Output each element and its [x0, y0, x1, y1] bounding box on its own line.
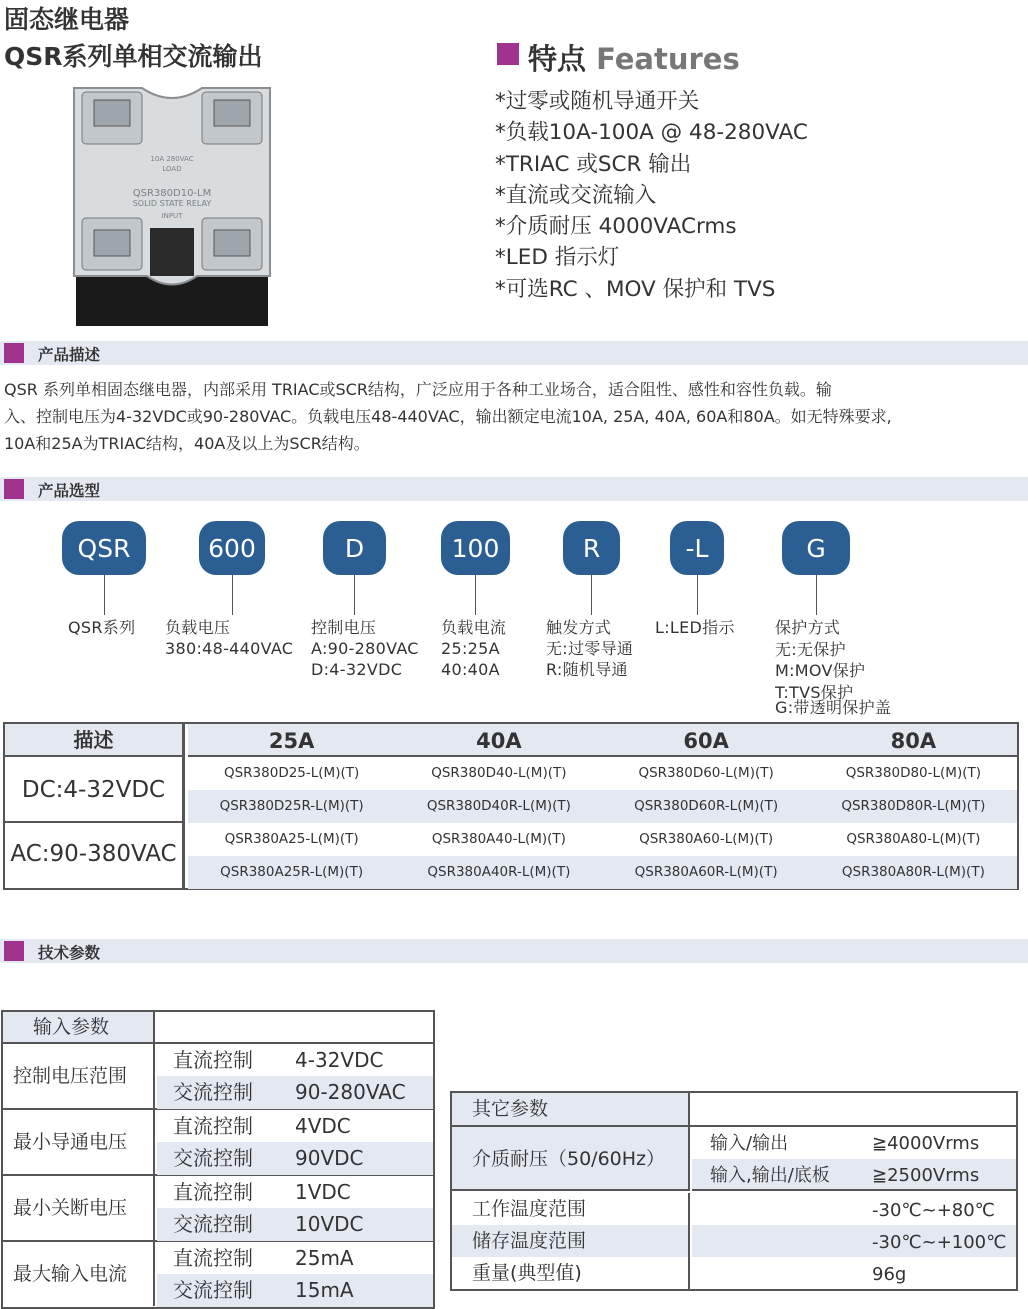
- model-table: [3, 722, 1019, 890]
- param-group-name: 最小导通电压: [3, 1110, 155, 1174]
- code-pill-led: -L: [670, 521, 724, 575]
- param-group: [3, 1176, 433, 1242]
- column-header: 25A: [268, 729, 315, 753]
- column-header: 80A: [890, 729, 937, 753]
- description-text: [4, 376, 1028, 457]
- model-table-header: [188, 724, 1017, 757]
- code-pill-control: D: [323, 521, 386, 575]
- param-key: 直流控制: [173, 1114, 253, 1138]
- label-line: 控制电压: [311, 618, 377, 637]
- model-cell: QSR380A80-L(M)(T): [846, 831, 981, 847]
- feature-item: *可选RC 、MOV 保护和 TVS: [495, 276, 776, 302]
- param-group-name: 控制电压范围: [3, 1044, 155, 1108]
- param-row: [157, 1044, 433, 1077]
- model-group-ac: AC:90-380VAC: [10, 841, 177, 867]
- selection-label-series: [68, 617, 135, 638]
- input-params-header: [3, 1012, 433, 1044]
- section-label: 产品选型: [38, 482, 101, 500]
- label-line: A:90-280VAC: [311, 639, 419, 658]
- features-title-en: Features: [596, 42, 740, 76]
- label-line: 40:40A: [441, 660, 500, 679]
- param-row: [157, 1242, 433, 1275]
- param-row: [157, 1208, 433, 1241]
- model-cell: QSR380D60-L(M)(T): [638, 765, 774, 781]
- feature-item: *负载10A-100A @ 48-280VAC: [495, 120, 808, 146]
- label-line: 380:48-440VAC: [165, 639, 294, 658]
- section-marker: [4, 479, 24, 499]
- connector-line: [591, 575, 592, 615]
- other-params-title: 其它参数: [452, 1093, 690, 1125]
- model-cell: QSR380A40-L(M)(T): [431, 831, 566, 847]
- model-cell: QSR380D80-L(M)(T): [845, 765, 982, 781]
- selection-label-voltage: [165, 617, 293, 659]
- connector-line: [697, 575, 698, 615]
- param-row: [157, 1176, 433, 1209]
- table-row: [188, 856, 1017, 889]
- label-line: 无:过零导通: [546, 639, 634, 658]
- table-row: [188, 790, 1017, 823]
- dielectric-value: ≧4000Vrms: [872, 1133, 980, 1154]
- param-group-name: 最小关断电压: [3, 1176, 155, 1240]
- relay-subtitle-text: SOLID STATE RELAY: [132, 199, 212, 208]
- param-key: 交流控制: [173, 1212, 253, 1236]
- label-line: G:带透明保护盖: [775, 698, 892, 717]
- relay-load-text: LOAD: [162, 165, 182, 173]
- relay-input-text: INPUT: [161, 212, 183, 220]
- param-key: 储存温度范围: [452, 1225, 690, 1257]
- model-cell: QSR380D25-L(M)(T): [223, 765, 360, 781]
- description-line: QSR 系列单相固态继电器，内部采用 TRIAC或SCR结构，广泛应用于各种工业场合，适合阻性、感性和容性负载。输: [4, 380, 832, 399]
- dielectric-key: 输入,输出/底板: [710, 1165, 830, 1186]
- param-value: 25mA: [295, 1246, 354, 1270]
- dielectric-label: 介质耐压（50/60Hz）: [452, 1127, 690, 1191]
- selection-label-led: [655, 617, 735, 638]
- model-cell: QSR380A25-L(M)(T): [224, 831, 359, 847]
- input-params-table: [1, 1010, 435, 1309]
- model-group-dc: DC:4-32VDC: [5, 757, 182, 823]
- section-selection: [0, 477, 1028, 501]
- dielectric-key: 输入/输出: [710, 1133, 789, 1154]
- param-key: 工作温度范围: [452, 1193, 690, 1225]
- param-key: 交流控制: [173, 1080, 253, 1104]
- model-cell: QSR380A60R-L(M)(T): [634, 864, 778, 880]
- description-line: 10A和25A为TRIAC结构，40A及以上为SCR结构。: [4, 434, 370, 453]
- label-line: 25:25A: [441, 639, 500, 658]
- connector-line: [816, 575, 817, 615]
- param-key: 交流控制: [173, 1146, 253, 1170]
- relay-rating-text: 10A 280VAC: [150, 155, 194, 163]
- code-pill-series: QSR: [62, 521, 146, 575]
- param-value: 15mA: [295, 1278, 354, 1302]
- param-group: [3, 1110, 433, 1176]
- other-params-header: [452, 1093, 1016, 1127]
- label-line: 负载电流: [441, 618, 507, 637]
- connector-line: [232, 575, 233, 615]
- other-params-table: [450, 1091, 1018, 1291]
- code-pill-voltage: 600: [199, 521, 265, 575]
- connector-line: [354, 575, 355, 615]
- model-table-right: [188, 724, 1017, 888]
- table-row: [188, 823, 1017, 856]
- feature-item: *LED 指示灯: [495, 245, 620, 271]
- connector-line: [475, 575, 476, 615]
- feature-item: *直流或交流输入: [495, 182, 657, 208]
- label-line: R:随机导通: [546, 660, 628, 679]
- model-table-header-label: 描述: [5, 724, 182, 757]
- table-row: [188, 757, 1017, 790]
- section-description: [0, 341, 1028, 365]
- param-value: -30℃~+100℃: [692, 1225, 1016, 1257]
- code-pill-current: 100: [441, 521, 510, 575]
- param-value: 1VDC: [295, 1180, 351, 1204]
- section-marker: [4, 941, 24, 961]
- selection-label-trigger: [546, 617, 633, 680]
- selection-label-protection: [775, 617, 891, 719]
- param-value: -30℃~+80℃: [872, 1200, 995, 1221]
- features-list: [495, 86, 808, 305]
- model-cell: QSR380D40-L(M)(T): [431, 765, 567, 781]
- dielectric-value: ≧2500Vrms: [872, 1165, 980, 1186]
- param-row: [157, 1110, 433, 1143]
- feature-item: *过零或随机导通开关: [495, 89, 700, 114]
- param-group: [3, 1044, 433, 1110]
- param-key: 直流控制: [173, 1048, 253, 1072]
- section-marker: [4, 343, 24, 363]
- model-cell: QSR380A60-L(M)(T): [639, 831, 774, 847]
- column-header: 40A: [476, 729, 522, 753]
- label-line: L:LED指示: [655, 618, 735, 637]
- code-pill-trigger: R: [563, 521, 620, 575]
- param-key: 直流控制: [173, 1180, 253, 1204]
- selection-label-current: [441, 617, 506, 680]
- param-group-name: 最大输入电流: [3, 1242, 155, 1306]
- model-cell: QSR380A80R-L(M)(T): [841, 864, 985, 880]
- model-table-left: [5, 724, 185, 888]
- param-key: 重量(典型值): [452, 1257, 690, 1289]
- label-line: 触发方式: [546, 618, 612, 637]
- selection-label-control: [311, 617, 419, 680]
- model-cell: QSR380A40R-L(M)(T): [427, 864, 571, 880]
- param-value: 90VDC: [295, 1146, 364, 1170]
- section-label: 产品描述: [38, 346, 101, 364]
- param-key: 直流控制: [173, 1246, 253, 1270]
- features-title-cn: 特点: [528, 42, 587, 76]
- feature-item: *TRIAC 或SCR 输出: [495, 151, 692, 177]
- relay-image: [72, 78, 272, 326]
- column-header: 60A: [683, 729, 729, 753]
- label-line: M:MOV保护: [775, 661, 866, 680]
- label-line: T:TVS保护: [775, 682, 854, 702]
- input-params-title: 输入参数: [3, 1012, 155, 1042]
- section-tech: [0, 939, 1028, 963]
- label-line: 无:无保护: [775, 639, 846, 659]
- connector-line: [104, 575, 105, 615]
- label-line: QSR系列: [68, 618, 136, 637]
- param-value: 4VDC: [295, 1114, 351, 1138]
- param-group: [3, 1242, 433, 1308]
- model-cell: QSR380D80R-L(M)(T): [841, 798, 986, 814]
- relay-model-text: QSR380D10-LM: [132, 188, 212, 199]
- param-value: 4-32VDC: [295, 1048, 384, 1072]
- feature-item: *介质耐压 4000VACrms: [495, 214, 737, 240]
- label-line: 保护方式: [775, 618, 841, 637]
- model-cell: QSR380D25R-L(M)(T): [219, 798, 364, 814]
- param-value: 10VDC: [295, 1212, 364, 1236]
- features-title: [528, 37, 740, 78]
- dielectric-row: [692, 1127, 1016, 1159]
- param-value: 96g: [872, 1264, 907, 1285]
- label-line: 负载电压: [165, 618, 231, 637]
- section-label: 技术参数: [38, 944, 101, 962]
- param-row: [157, 1274, 433, 1307]
- page-title: 固态继电器: [4, 5, 130, 34]
- param-row: [157, 1076, 433, 1109]
- features-marker: [497, 43, 519, 65]
- label-line: D:4-32VDC: [311, 660, 403, 679]
- page-subtitle: QSR系列单相交流输出: [4, 42, 263, 71]
- model-cell: QSR380A25R-L(M)(T): [220, 864, 364, 880]
- dielectric-row: [692, 1159, 1016, 1191]
- param-value: 90-280VAC: [295, 1080, 406, 1104]
- param-key: 交流控制: [173, 1278, 253, 1302]
- param-row: [157, 1142, 433, 1175]
- model-cell: QSR380D40R-L(M)(T): [426, 798, 571, 814]
- description-line: 入、控制电压为4-32VDC或90-280VAC。负载电压48-440VAC，输出额定电流10A, 25A, 40A, 60A和80A。如无特殊要求,: [4, 407, 892, 426]
- code-pill-protection: G: [782, 521, 850, 575]
- model-cell: QSR380D60R-L(M)(T): [634, 798, 779, 814]
